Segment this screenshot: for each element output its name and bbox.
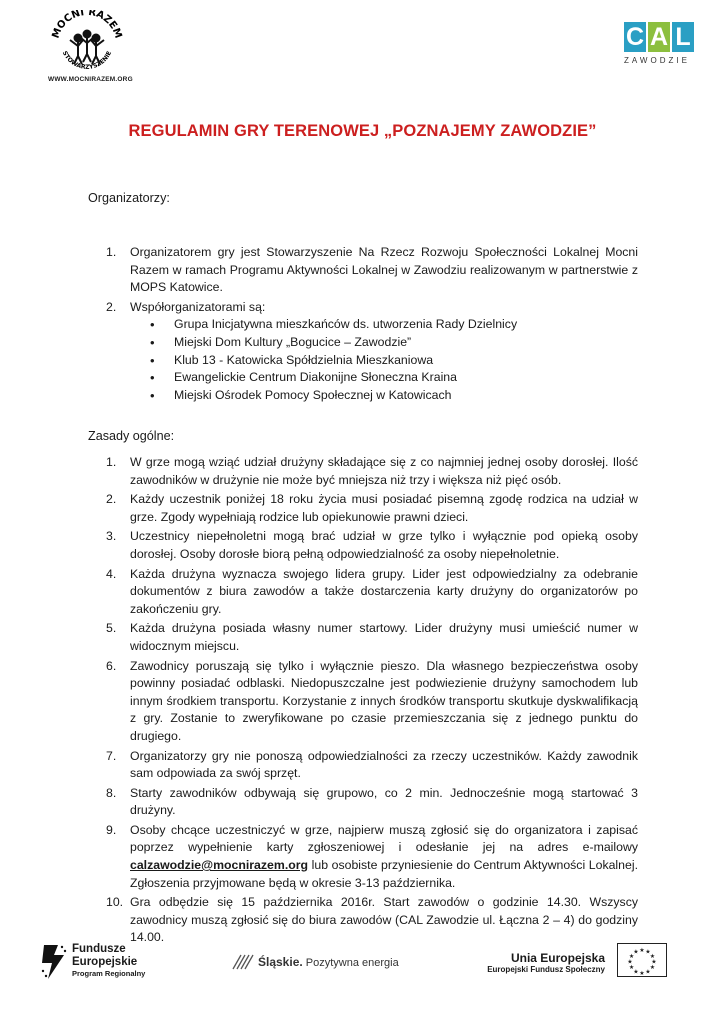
eu-flag-icon bbox=[617, 943, 667, 977]
organizers-list bbox=[88, 244, 638, 406]
list-item bbox=[88, 244, 638, 297]
logo-sub-text: STOWARZYSZENIE bbox=[60, 50, 114, 71]
item-number: 2. bbox=[106, 492, 117, 507]
item-number: 4. bbox=[106, 566, 117, 581]
svg-text:★: ★ bbox=[639, 947, 645, 954]
item-text: Każdy uczestnik poniżej 18 roku życia musi posiadać pisemną zgodę rodzica na udział w grze. Zgody wypełniają rodzice lub opiekunowie prawni dzieci. bbox=[130, 492, 638, 524]
list-item bbox=[88, 491, 638, 526]
item-text: Organizatorem gry jest Stowarzyszenie Na Rzecz Rozwoju Społeczności Lokalnej Mocni Razem w ramach Programu Aktywności Lokalnej w Zawodziu realizowanym w partnerstwie z MOPS Katowice. bbox=[130, 245, 638, 295]
co-organizer-item: • Miejski Ośrodek Pomocy Społecznej w Katowicach bbox=[130, 387, 638, 405]
list-item bbox=[88, 299, 638, 405]
item-text: Gra odbędzie się 15 października 2016r. Start zawodów o godzinie 14.30. Wszyscy zawodnicy muszą zgłosić się do biura zawodów (CAL Zawodzie ul. Łączna 2 – 4) do godziny 14.00. bbox=[130, 895, 638, 945]
item-number: 6. bbox=[106, 658, 117, 673]
slaskie-slogan: Pozytywna energia bbox=[305, 957, 399, 969]
item-text: Współorganizatorami są: bbox=[130, 299, 266, 314]
people-figures-icon bbox=[70, 31, 104, 65]
svg-text:★: ★ bbox=[645, 968, 651, 976]
list-item bbox=[88, 454, 638, 489]
ue-sub: Europejski Fundusz Społeczny bbox=[487, 965, 605, 974]
cal-zawodzie-logo bbox=[620, 22, 700, 72]
slaskie-text bbox=[258, 955, 399, 969]
slaskie-name: Śląskie. bbox=[258, 955, 303, 969]
list-item bbox=[88, 620, 638, 655]
ue-text bbox=[475, 951, 605, 974]
svg-text:★: ★ bbox=[649, 953, 656, 960]
item-text: Organizatorzy gry nie ponoszą odpowiedzialności za rzeczy uczestników. Każdy zawodnik sam odpowiada za swój sprzęt. bbox=[130, 748, 638, 781]
svg-text:★: ★ bbox=[633, 948, 639, 956]
item-number: 9. bbox=[106, 822, 117, 837]
svg-text:★: ★ bbox=[628, 964, 635, 971]
fe-line1: Fundusze bbox=[72, 943, 126, 955]
fe-line2: Europejskie bbox=[72, 955, 138, 968]
svg-text:★: ★ bbox=[645, 948, 651, 956]
item-text: Zawodnicy poruszają się tylko i wyłącznie pieszo. Dla własnego bezpieczeństwa osoby powinny posiadać odblaski. Niedopuszczalne jest podwiezienie drużyny samochodem lub innym środkiem transportu. Korzystanie z innych środków transportu skutkuje dyskwalifikacją z gry. Zostanie to zweryfikowane po czasie przemieszczania się z jednego punktu do drugiego. bbox=[130, 658, 638, 743]
slaskie-wave-icon bbox=[232, 953, 254, 971]
item-number: 7. bbox=[106, 748, 117, 763]
list-item bbox=[88, 528, 638, 563]
item-text: W grze mogą wziąć udział drużyny składające się z co najmniej jednej osoby dorosłej. Ilość zawodników w drużynie nie może być mniejsza niż trzy i większa niż pięć osób. bbox=[130, 455, 638, 487]
mocni-razem-emblem bbox=[48, 10, 126, 76]
co-organizer-item: • Grupa Inicjatywna mieszkańców ds. utworzenia Rady Dzielnicy bbox=[130, 316, 638, 334]
svg-text:★: ★ bbox=[633, 968, 639, 976]
item-number: 3. bbox=[106, 529, 117, 544]
list-item bbox=[88, 748, 638, 783]
cal-letter-c: C bbox=[625, 23, 645, 51]
cal-letter-l: L bbox=[672, 22, 694, 52]
logo-arc-text: MOCNI RAZEM bbox=[50, 10, 124, 40]
co-organizer-item: • Ewangelickie Centrum Diakonijne Słoneczna Kraina bbox=[130, 369, 638, 387]
item-text: Uczestnicy niepełnoletni mogą brać udział w grze tylko i wyłącznie pod opieką osoby dorosłej. Osoby dorosłe biorą pełną odpowiedzialność za osoby niepełnoletnie. bbox=[130, 529, 638, 561]
footer-logos bbox=[0, 935, 725, 995]
fe-line3: Program Regionalny bbox=[72, 969, 146, 978]
svg-text:★: ★ bbox=[639, 970, 645, 977]
item-text: Każda drużyna posiada własny numer startowy. Lider drużyny musi umieścić numer w widocznym miejscu. bbox=[130, 621, 638, 653]
ue-title: Unia Europejska bbox=[510, 951, 605, 965]
svg-text:★: ★ bbox=[628, 953, 635, 960]
item-text-after: lub osobiste przyniesienie do Centrum Aktywności Lokalnej. Zgłoszenia przyjmowane będą w okresie 3-13 października. bbox=[130, 858, 638, 890]
item-number: 8. bbox=[106, 785, 117, 800]
rules-list bbox=[88, 454, 638, 949]
item-number: 2. bbox=[106, 299, 117, 314]
fundusze-europejskie-text bbox=[72, 943, 145, 981]
rules-label: Zasady ogólne: bbox=[88, 429, 175, 443]
email-link[interactable]: calzawodzie@mocnirazem.org bbox=[130, 858, 309, 873]
co-organizer-item: • Klub 13 - Katowicka Spółdzielnia Mieszkaniowa bbox=[130, 352, 638, 370]
logo-url: WWW.MOCNIRAZEM.ORG bbox=[48, 76, 133, 83]
item-number: 10. bbox=[106, 895, 124, 910]
list-item bbox=[88, 566, 638, 619]
list-item bbox=[88, 822, 638, 892]
fundusze-europejskie-icon bbox=[40, 943, 68, 981]
co-organizer-item: • Miejski Dom Kultury „Bogucice – Zawodzie” bbox=[130, 334, 638, 352]
cal-sub-text: ZAWODZIE bbox=[624, 56, 690, 65]
page-title: REGULAMIN GRY TERENOWEJ „POZNAJEMY ZAWODZIE” bbox=[128, 122, 597, 140]
co-organizers-list bbox=[130, 316, 638, 404]
mocni-razem-logo bbox=[48, 10, 133, 86]
organizers-label: Organizatorzy: bbox=[88, 191, 170, 205]
svg-text:★: ★ bbox=[649, 964, 656, 971]
svg-text:★: ★ bbox=[651, 958, 657, 966]
item-text: Każda drużyna wyznacza swojego lidera grupy. Lider jest odpowiedzialny za odebranie dokumentów z biura zawodów a także dostarczenia karty drużyny do organizatorów po zakończeniu gry. bbox=[130, 566, 638, 616]
list-item bbox=[88, 658, 638, 746]
item-text: Starty zawodników odbywają się grupowo, co 2 min. Jednocześnie mogą startować 3 drużyny. bbox=[130, 785, 638, 818]
item-number: 1. bbox=[106, 455, 117, 469]
cal-letter-a: A bbox=[649, 23, 669, 51]
svg-text:★: ★ bbox=[627, 958, 633, 966]
item-number: 5. bbox=[106, 621, 117, 636]
list-item bbox=[88, 785, 638, 820]
item-number: 1. bbox=[106, 245, 117, 259]
item-text-before: Osoby chcące uczestniczyć w grze, najpierw muszą zgłosić się do organizatora i zapisać poprzez wypełnienie karty zgłoszeniowej i odesłanie jej na adres e-mailowy bbox=[130, 822, 638, 855]
